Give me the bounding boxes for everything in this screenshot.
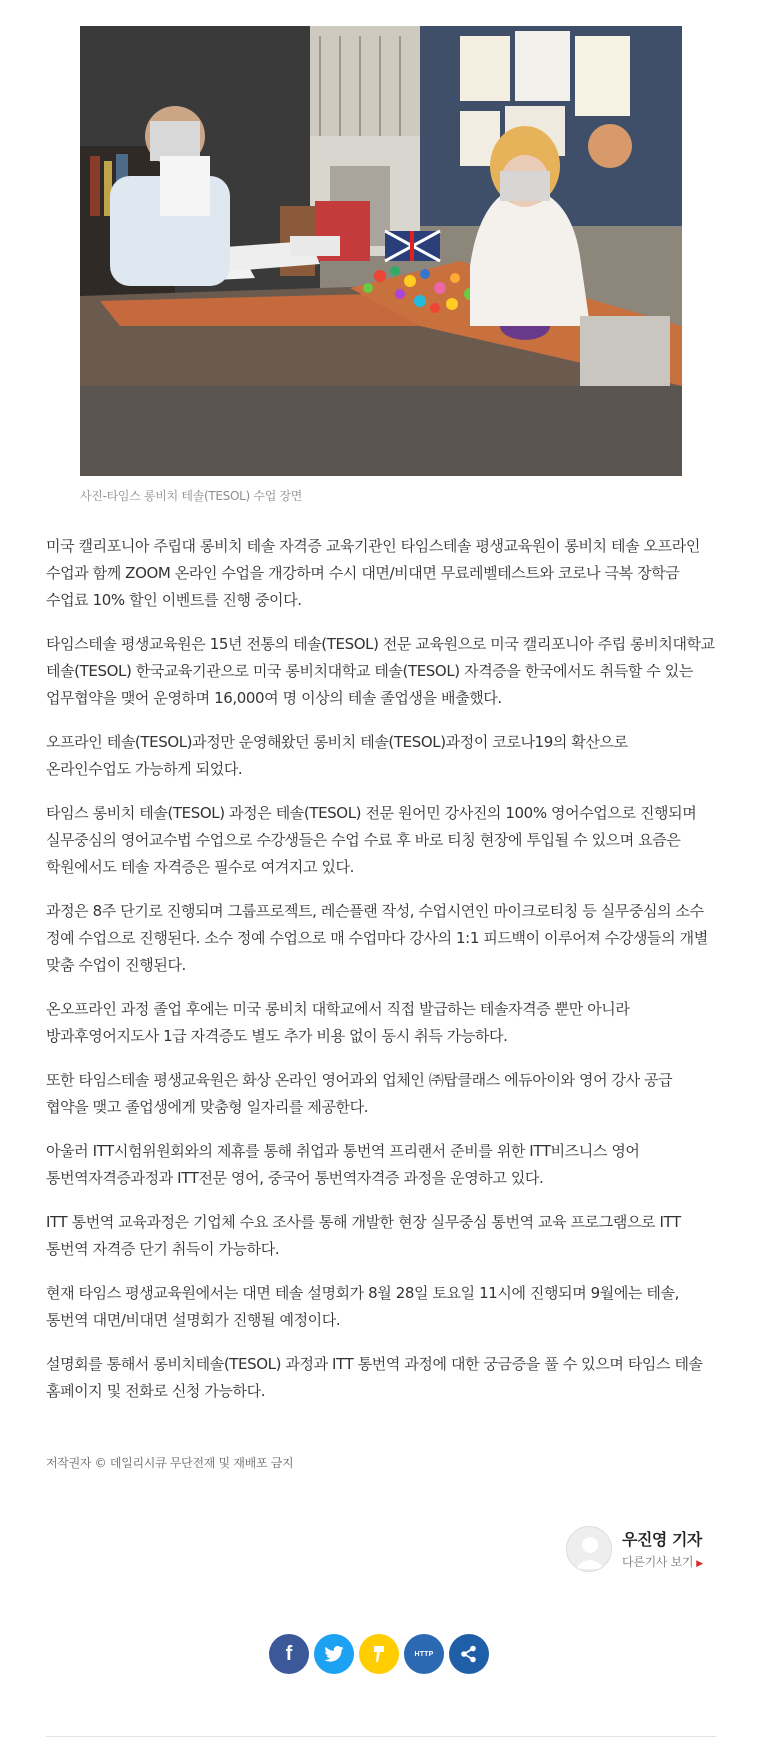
share-bar xyxy=(269,1634,489,1674)
more-articles-label: 다른기사 보기 xyxy=(622,1555,694,1569)
article-paragraph: 아울러 ITT시험위원회와의 제휴를 통해 취업과 통번역 프리랜서 준비를 위한 ITT비즈니스 영어 통번역자격증과정과 ITT전문 영어, 중국어 통번역자격증 과정을 운영하고 있다. xyxy=(46,1142,640,1187)
kakaostory-icon xyxy=(372,1644,386,1664)
photo-caption: 사진-타임스 롱비치 테솔(TESOL) 수업 장면 xyxy=(80,489,303,503)
reporter-avatar xyxy=(566,1526,612,1572)
article-paragraph: 온오프라인 과정 졸업 후에는 미국 롱비치 대학교에서 직접 발급하는 테솔자격증 뿐만 아니라 방과후영어지도사 1급 자격증도 별도 추가 비용 없이 동시 취득 가능하다. xyxy=(46,1000,630,1045)
reporter-byline xyxy=(566,1525,716,1575)
article-photo xyxy=(80,26,682,476)
more-share-button[interactable] xyxy=(449,1634,489,1674)
article-body xyxy=(46,533,716,1422)
reporter-name[interactable]: 우진영 기자 xyxy=(622,1530,702,1549)
facebook-icon: f xyxy=(285,1642,293,1665)
section-divider xyxy=(46,1736,716,1737)
url-copy-button[interactable] xyxy=(404,1634,444,1674)
facebook-share-button[interactable] xyxy=(269,1634,309,1674)
article-paragraph: 오프라인 테솔(TESOL)과정만 운영해왔던 롱비치 테솔(TESOL)과정이 코로나19의 확산으로 온라인수업도 가능하게 되었다. xyxy=(46,733,628,778)
kakaostory-share-button[interactable] xyxy=(359,1634,399,1674)
article-paragraph: 또한 타임스테솔 평생교육원은 화상 온라인 영어과외 업체인 ㈜탑클래스 에듀아이와 영어 강사 공급 협약을 맺고 졸업생에게 맞춤형 일자리를 제공한다. xyxy=(46,1071,673,1116)
url-copy-icon: HTTP xyxy=(414,1650,434,1658)
article-paragraph: 타임스 롱비치 테솔(TESOL) 과정은 테솔(TESOL) 전문 원어민 강사진의 100% 영어수업으로 진행되며 실무중심의 영어교수법 수업으로 수강생들은 수업 수료 후 바로 티칭 현장에 투입될 수 있으며 요즘은 학원에서도 테솔 자격증은 필수로 여겨지고 있다. xyxy=(46,804,697,876)
copyright-notice: 저작권자 © 데일리시큐 무단전재 및 재배포 금지 xyxy=(46,1456,294,1470)
article-paragraph: 과정은 8주 단기로 진행되며 그룹프로젝트, 레슨플랜 작성, 수업시연인 마이크로티칭 등 실무중심의 소수 정예 수업으로 진행된다. 소수 정예 수업으로 매 수업마다 강사의 1:1 피드백이 이루어져 수강생들의 개별 맞춤 수업이 진행된다. xyxy=(46,902,708,974)
share-icon xyxy=(460,1645,478,1663)
arrow-right-icon: ▶ xyxy=(696,1559,703,1569)
article-paragraph: ITT 통번역 교육과정은 기업체 수요 조사를 통해 개발한 현장 실무중심 통번역 교육 프로그램으로 ITT 통번역 자격증 단기 취득이 가능하다. xyxy=(46,1213,681,1258)
twitter-icon xyxy=(324,1646,344,1662)
article-paragraph: 타임스테솔 평생교육원은 15년 전통의 테솔(TESOL) 전문 교육원으로 미국 캘리포니아 주립 롱비치대학교 테솔(TESOL) 한국교육기관으로 미국 롱비치대학교 테솔(TESOL) 자격증을 한국에서도 취득할 수 있는 업무협약을 맺어 운영하며 16,000여 명 이상의 테솔 졸업생을 배출했다. xyxy=(46,635,715,707)
article-paragraph: 현재 타임스 평생교육원에서는 대면 테솔 설명회가 8월 28일 토요일 11시에 진행되며 9월에는 테솔, 통번역 대면/비대면 설명회가 진행될 예정이다. xyxy=(46,1284,679,1329)
twitter-share-button[interactable] xyxy=(314,1634,354,1674)
article-paragraph: 설명회를 통해서 롱비치테솔(TESOL) 과정과 ITT 통번역 과정에 대한 궁금증을 풀 수 있으며 타임스 테솔 홈페이지 및 전화로 신청 가능하다. xyxy=(46,1355,703,1400)
article-paragraph: 미국 캘리포니아 주립대 롱비치 테솔 자격증 교육기관인 타임스테솔 평생교육원이 롱비치 테솔 오프라인 수업과 함께 ZOOM 온라인 수업을 개강하며 수시 대면/비대면 무료레벨테스트와 코로나 극복 장학금 수업료 10% 할인 이벤트를 진행 중이다. xyxy=(46,537,700,609)
user-silhouette-icon xyxy=(567,1527,612,1572)
more-articles-link[interactable] xyxy=(622,1553,703,1570)
classroom-photo xyxy=(80,26,682,476)
